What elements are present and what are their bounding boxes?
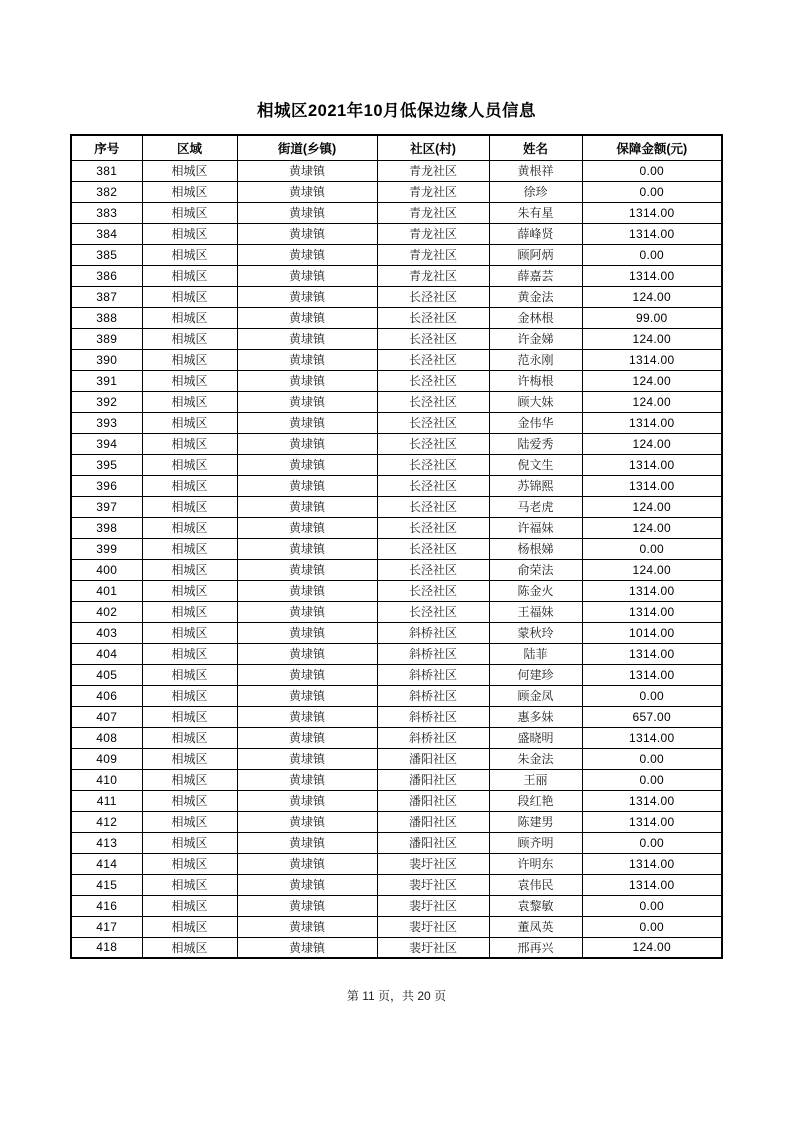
cell-community: 斜桥社区	[377, 685, 489, 706]
cell-town: 黄埭镇	[237, 223, 377, 244]
table-row	[71, 181, 722, 202]
cell-community: 裴圩社区	[377, 895, 489, 916]
cell-region: 相城区	[142, 559, 237, 580]
column-header-community: 社区(村)	[377, 135, 489, 160]
cell-amount: 1314.00	[582, 727, 722, 748]
cell-name: 袁伟民	[489, 874, 582, 895]
cell-amount: 1314.00	[582, 580, 722, 601]
table-row	[71, 748, 722, 769]
cell-index: 390	[71, 349, 142, 370]
cell-town: 黄埭镇	[237, 160, 377, 181]
cell-town: 黄埭镇	[237, 496, 377, 517]
cell-amount: 0.00	[582, 916, 722, 937]
cell-name: 顾齐明	[489, 832, 582, 853]
cell-town: 黄埭镇	[237, 391, 377, 412]
column-header-region: 区域	[142, 135, 237, 160]
cell-name: 朱金法	[489, 748, 582, 769]
cell-name: 陈建男	[489, 811, 582, 832]
cell-name: 何建珍	[489, 664, 582, 685]
cell-community: 长泾社区	[377, 328, 489, 349]
cell-amount: 99.00	[582, 307, 722, 328]
table-row	[71, 517, 722, 538]
column-header-index: 序号	[71, 135, 142, 160]
cell-name: 俞荣法	[489, 559, 582, 580]
cell-name: 许金娣	[489, 328, 582, 349]
cell-town: 黄埭镇	[237, 265, 377, 286]
cell-index: 398	[71, 517, 142, 538]
cell-name: 金伟华	[489, 412, 582, 433]
cell-amount: 124.00	[582, 517, 722, 538]
cell-amount: 1314.00	[582, 202, 722, 223]
cell-region: 相城区	[142, 433, 237, 454]
cell-region: 相城区	[142, 160, 237, 181]
cell-region: 相城区	[142, 895, 237, 916]
table-row	[71, 202, 722, 223]
cell-amount: 124.00	[582, 391, 722, 412]
table-row	[71, 580, 722, 601]
cell-index: 388	[71, 307, 142, 328]
cell-name: 倪文生	[489, 454, 582, 475]
cell-town: 黄埭镇	[237, 916, 377, 937]
table-row	[71, 853, 722, 874]
cell-community: 裴圩社区	[377, 916, 489, 937]
cell-community: 长泾社区	[377, 475, 489, 496]
cell-region: 相城区	[142, 664, 237, 685]
cell-name: 许明东	[489, 853, 582, 874]
table-row	[71, 874, 722, 895]
cell-amount: 1314.00	[582, 664, 722, 685]
cell-community: 长泾社区	[377, 580, 489, 601]
cell-name: 薛峰贤	[489, 223, 582, 244]
table-row	[71, 223, 722, 244]
cell-amount: 124.00	[582, 370, 722, 391]
cell-index: 414	[71, 853, 142, 874]
cell-amount: 1314.00	[582, 454, 722, 475]
table-row	[71, 727, 722, 748]
cell-amount: 1314.00	[582, 223, 722, 244]
cell-index: 412	[71, 811, 142, 832]
cell-index: 396	[71, 475, 142, 496]
cell-region: 相城区	[142, 685, 237, 706]
cell-community: 长泾社区	[377, 538, 489, 559]
cell-index: 385	[71, 244, 142, 265]
data-table	[70, 134, 723, 959]
cell-region: 相城区	[142, 874, 237, 895]
cell-amount: 0.00	[582, 244, 722, 265]
cell-community: 长泾社区	[377, 412, 489, 433]
cell-name: 许福妹	[489, 517, 582, 538]
cell-community: 长泾社区	[377, 307, 489, 328]
cell-index: 382	[71, 181, 142, 202]
table-row	[71, 496, 722, 517]
table-row	[71, 349, 722, 370]
cell-name: 顾金凤	[489, 685, 582, 706]
cell-name: 马老虎	[489, 496, 582, 517]
cell-community: 斜桥社区	[377, 643, 489, 664]
cell-community: 裴圩社区	[377, 853, 489, 874]
cell-town: 黄埭镇	[237, 748, 377, 769]
cell-community: 裴圩社区	[377, 937, 489, 958]
column-header-name: 姓名	[489, 135, 582, 160]
table-row	[71, 412, 722, 433]
cell-index: 384	[71, 223, 142, 244]
table-row	[71, 391, 722, 412]
cell-community: 长泾社区	[377, 391, 489, 412]
cell-region: 相城区	[142, 622, 237, 643]
page-title: 相城区2021年10月低保边缘人员信息	[256, 102, 537, 120]
cell-town: 黄埭镇	[237, 559, 377, 580]
table-row	[71, 454, 722, 475]
cell-region: 相城区	[142, 643, 237, 664]
cell-name: 段红艳	[489, 790, 582, 811]
cell-region: 相城区	[142, 328, 237, 349]
cell-name: 陆爱秀	[489, 433, 582, 454]
table-row	[71, 307, 722, 328]
table-row	[71, 706, 722, 727]
cell-community: 青龙社区	[377, 223, 489, 244]
cell-index: 406	[71, 685, 142, 706]
cell-index: 402	[71, 601, 142, 622]
cell-town: 黄埭镇	[237, 181, 377, 202]
cell-community: 斜桥社区	[377, 622, 489, 643]
cell-region: 相城区	[142, 181, 237, 202]
cell-town: 黄埭镇	[237, 475, 377, 496]
cell-community: 斜桥社区	[377, 706, 489, 727]
cell-region: 相城区	[142, 853, 237, 874]
cell-index: 393	[71, 412, 142, 433]
cell-town: 黄埭镇	[237, 286, 377, 307]
cell-community: 长泾社区	[377, 454, 489, 475]
cell-region: 相城区	[142, 349, 237, 370]
cell-town: 黄埭镇	[237, 811, 377, 832]
cell-town: 黄埭镇	[237, 412, 377, 433]
cell-amount: 1314.00	[582, 265, 722, 286]
cell-amount: 124.00	[582, 433, 722, 454]
cell-town: 黄埭镇	[237, 244, 377, 265]
cell-index: 411	[71, 790, 142, 811]
cell-community: 长泾社区	[377, 349, 489, 370]
cell-town: 黄埭镇	[237, 601, 377, 622]
cell-region: 相城区	[142, 769, 237, 790]
cell-amount: 0.00	[582, 748, 722, 769]
cell-town: 黄埭镇	[237, 202, 377, 223]
cell-region: 相城区	[142, 517, 237, 538]
cell-amount: 124.00	[582, 496, 722, 517]
cell-name: 陈金火	[489, 580, 582, 601]
cell-community: 长泾社区	[377, 559, 489, 580]
cell-region: 相城区	[142, 454, 237, 475]
table-row	[71, 916, 722, 937]
cell-region: 相城区	[142, 601, 237, 622]
column-header-town: 街道(乡镇)	[237, 135, 377, 160]
cell-name: 盛晓明	[489, 727, 582, 748]
cell-name: 朱有星	[489, 202, 582, 223]
table-row	[71, 328, 722, 349]
cell-name: 范永刚	[489, 349, 582, 370]
cell-index: 403	[71, 622, 142, 643]
cell-town: 黄埭镇	[237, 706, 377, 727]
cell-index: 418	[71, 937, 142, 958]
cell-region: 相城区	[142, 412, 237, 433]
cell-index: 386	[71, 265, 142, 286]
cell-region: 相城区	[142, 790, 237, 811]
cell-name: 王丽	[489, 769, 582, 790]
cell-name: 苏锦熙	[489, 475, 582, 496]
cell-community: 潘阳社区	[377, 790, 489, 811]
cell-region: 相城区	[142, 832, 237, 853]
cell-town: 黄埭镇	[237, 580, 377, 601]
cell-index: 387	[71, 286, 142, 307]
cell-amount: 0.00	[582, 160, 722, 181]
cell-name: 惠多妹	[489, 706, 582, 727]
table-row	[71, 286, 722, 307]
cell-region: 相城区	[142, 748, 237, 769]
cell-region: 相城区	[142, 496, 237, 517]
cell-amount: 1314.00	[582, 790, 722, 811]
cell-index: 401	[71, 580, 142, 601]
cell-community: 潘阳社区	[377, 748, 489, 769]
cell-index: 410	[71, 769, 142, 790]
cell-region: 相城区	[142, 391, 237, 412]
cell-town: 黄埭镇	[237, 454, 377, 475]
cell-town: 黄埭镇	[237, 769, 377, 790]
cell-index: 409	[71, 748, 142, 769]
table-row	[71, 265, 722, 286]
table-row	[71, 160, 722, 181]
cell-region: 相城区	[142, 244, 237, 265]
cell-region: 相城区	[142, 370, 237, 391]
cell-town: 黄埭镇	[237, 937, 377, 958]
cell-town: 黄埭镇	[237, 874, 377, 895]
cell-index: 413	[71, 832, 142, 853]
cell-town: 黄埭镇	[237, 370, 377, 391]
cell-index: 408	[71, 727, 142, 748]
cell-region: 相城区	[142, 727, 237, 748]
cell-amount: 124.00	[582, 937, 722, 958]
cell-index: 417	[71, 916, 142, 937]
cell-amount: 1014.00	[582, 622, 722, 643]
cell-amount: 1314.00	[582, 853, 722, 874]
cell-name: 顾大妹	[489, 391, 582, 412]
cell-amount: 0.00	[582, 769, 722, 790]
cell-community: 青龙社区	[377, 181, 489, 202]
cell-index: 407	[71, 706, 142, 727]
cell-community: 长泾社区	[377, 286, 489, 307]
cell-town: 黄埭镇	[237, 622, 377, 643]
cell-amount: 0.00	[582, 181, 722, 202]
cell-name: 蒙秋玲	[489, 622, 582, 643]
cell-amount: 124.00	[582, 559, 722, 580]
cell-community: 青龙社区	[377, 244, 489, 265]
page-footer: 第 11 页，共 20 页	[346, 989, 447, 1003]
cell-region: 相城区	[142, 265, 237, 286]
cell-name: 邢再兴	[489, 937, 582, 958]
cell-amount: 1314.00	[582, 412, 722, 433]
cell-amount: 657.00	[582, 706, 722, 727]
cell-community: 裴圩社区	[377, 874, 489, 895]
cell-amount: 1314.00	[582, 601, 722, 622]
cell-town: 黄埭镇	[237, 727, 377, 748]
cell-index: 381	[71, 160, 142, 181]
table-row	[71, 370, 722, 391]
table-row	[71, 685, 722, 706]
column-header-amount: 保障金额(元)	[582, 135, 722, 160]
cell-region: 相城区	[142, 706, 237, 727]
cell-community: 潘阳社区	[377, 811, 489, 832]
cell-region: 相城区	[142, 538, 237, 559]
cell-name: 黄金法	[489, 286, 582, 307]
cell-amount: 1314.00	[582, 874, 722, 895]
cell-town: 黄埭镇	[237, 307, 377, 328]
cell-name: 许梅根	[489, 370, 582, 391]
cell-region: 相城区	[142, 223, 237, 244]
table-row	[71, 790, 722, 811]
cell-index: 383	[71, 202, 142, 223]
cell-amount: 124.00	[582, 328, 722, 349]
table-row	[71, 643, 722, 664]
cell-community: 潘阳社区	[377, 832, 489, 853]
cell-region: 相城区	[142, 916, 237, 937]
cell-region: 相城区	[142, 937, 237, 958]
cell-index: 404	[71, 643, 142, 664]
cell-town: 黄埭镇	[237, 328, 377, 349]
cell-index: 394	[71, 433, 142, 454]
cell-index: 416	[71, 895, 142, 916]
cell-name: 董凤英	[489, 916, 582, 937]
cell-town: 黄埭镇	[237, 790, 377, 811]
cell-index: 399	[71, 538, 142, 559]
cell-town: 黄埭镇	[237, 433, 377, 454]
cell-name: 陆菲	[489, 643, 582, 664]
cell-town: 黄埭镇	[237, 538, 377, 559]
cell-town: 黄埭镇	[237, 685, 377, 706]
cell-town: 黄埭镇	[237, 832, 377, 853]
cell-index: 392	[71, 391, 142, 412]
cell-community: 长泾社区	[377, 370, 489, 391]
cell-amount: 0.00	[582, 832, 722, 853]
table-row	[71, 433, 722, 454]
cell-town: 黄埭镇	[237, 664, 377, 685]
cell-region: 相城区	[142, 811, 237, 832]
cell-region: 相城区	[142, 475, 237, 496]
cell-index: 389	[71, 328, 142, 349]
table-row	[71, 475, 722, 496]
table-header-row	[71, 135, 722, 160]
table-row	[71, 937, 722, 958]
cell-town: 黄埭镇	[237, 895, 377, 916]
cell-community: 青龙社区	[377, 160, 489, 181]
cell-town: 黄埭镇	[237, 349, 377, 370]
cell-community: 潘阳社区	[377, 769, 489, 790]
cell-amount: 1314.00	[582, 475, 722, 496]
table-row	[71, 244, 722, 265]
cell-town: 黄埭镇	[237, 517, 377, 538]
cell-amount: 0.00	[582, 685, 722, 706]
table-row	[71, 622, 722, 643]
cell-name: 薛嘉芸	[489, 265, 582, 286]
cell-town: 黄埭镇	[237, 643, 377, 664]
cell-name: 杨根娣	[489, 538, 582, 559]
cell-community: 长泾社区	[377, 517, 489, 538]
table-row	[71, 664, 722, 685]
table-row	[71, 559, 722, 580]
table-row	[71, 538, 722, 559]
cell-name: 王福妹	[489, 601, 582, 622]
table-body	[71, 160, 722, 958]
table-row	[71, 769, 722, 790]
cell-name: 徐珍	[489, 181, 582, 202]
cell-index: 405	[71, 664, 142, 685]
cell-community: 长泾社区	[377, 433, 489, 454]
cell-community: 青龙社区	[377, 265, 489, 286]
cell-amount: 124.00	[582, 286, 722, 307]
cell-name: 金林根	[489, 307, 582, 328]
cell-community: 斜桥社区	[377, 727, 489, 748]
cell-community: 长泾社区	[377, 496, 489, 517]
cell-amount: 0.00	[582, 538, 722, 559]
table-row	[71, 811, 722, 832]
cell-town: 黄埭镇	[237, 853, 377, 874]
cell-index: 400	[71, 559, 142, 580]
cell-region: 相城区	[142, 580, 237, 601]
cell-region: 相城区	[142, 202, 237, 223]
cell-name: 黄根祥	[489, 160, 582, 181]
cell-index: 397	[71, 496, 142, 517]
cell-index: 415	[71, 874, 142, 895]
cell-region: 相城区	[142, 286, 237, 307]
cell-index: 395	[71, 454, 142, 475]
cell-amount: 1314.00	[582, 349, 722, 370]
cell-community: 长泾社区	[377, 601, 489, 622]
cell-community: 青龙社区	[377, 202, 489, 223]
cell-name: 顾阿炳	[489, 244, 582, 265]
cell-amount: 1314.00	[582, 643, 722, 664]
table-row	[71, 832, 722, 853]
table-row	[71, 895, 722, 916]
cell-amount: 0.00	[582, 895, 722, 916]
cell-region: 相城区	[142, 307, 237, 328]
cell-community: 斜桥社区	[377, 664, 489, 685]
cell-name: 袁黎敏	[489, 895, 582, 916]
cell-amount: 1314.00	[582, 811, 722, 832]
table-row	[71, 601, 722, 622]
cell-index: 391	[71, 370, 142, 391]
